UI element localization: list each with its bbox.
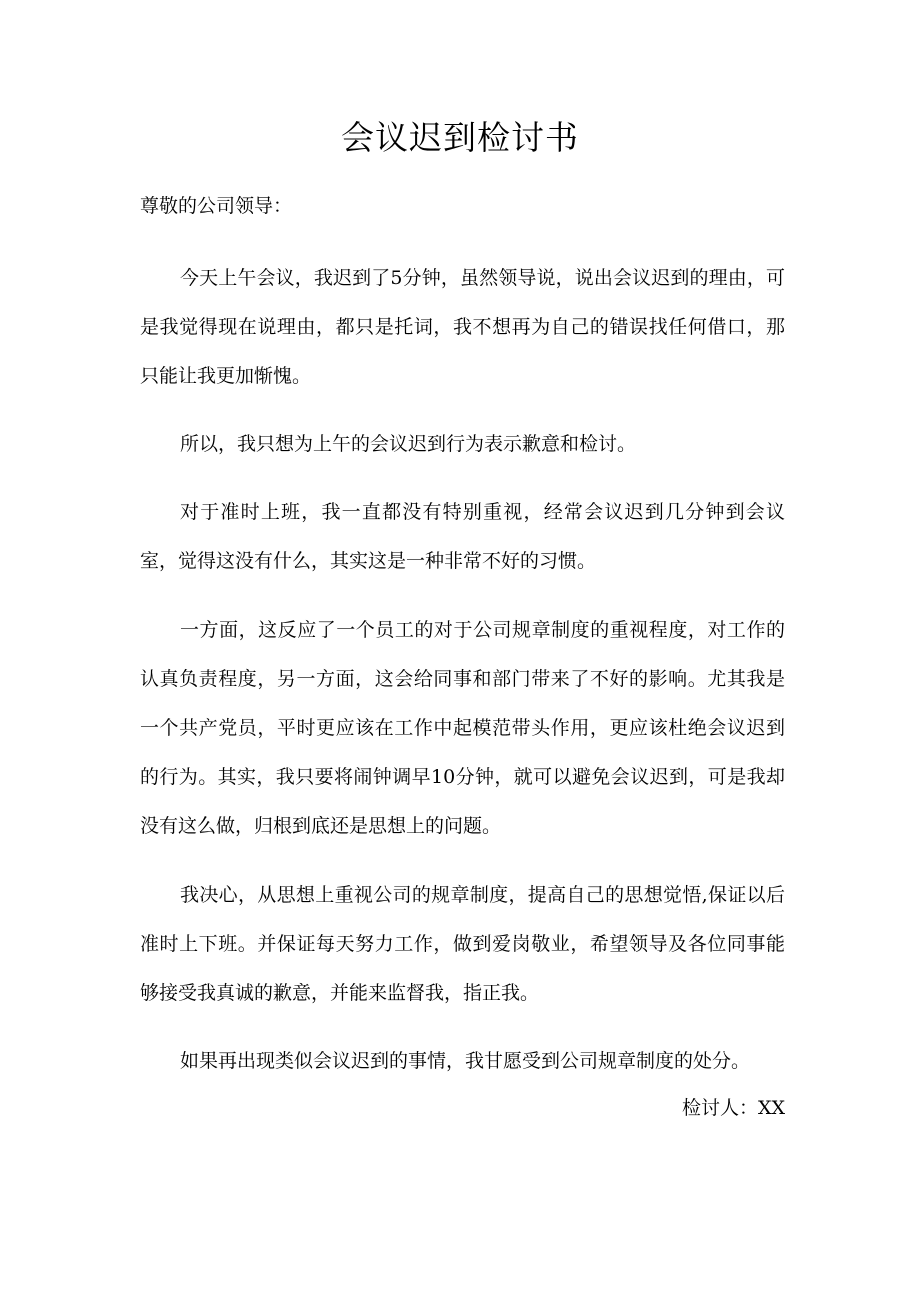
paragraph-1: 今天上午会议，我迟到了5分钟，虽然领导说，说出会议迟到的理由，可是我觉得现在说理由，都只是托词，我不想再为自己的错误找任何借口，那只能让我更加惭愧。 <box>140 267 785 387</box>
document-title: 会议迟到检讨书 <box>341 118 579 157</box>
paragraph-4: 一方面，这反应了一个员工的对于公司规章制度的重视程度，对工作的认真负责程度，另一方面，这会给同事和部门带来了不好的影响。尤其我是一个共产党员，平时更应该在工作中起模范带头作用，更应该杜绝会议迟到的行为。其实，我只要将闹钟调早10分钟，就可以避免会议迟到，可是我却没有这么做，归根到底还是思想上的问题。 <box>140 619 785 837</box>
paragraph-2: 所以，我只想为上午的会议迟到行为表示歉意和检讨。 <box>180 433 637 455</box>
salutation: 尊敬的公司领导： <box>140 195 293 217</box>
paragraph-6: 如果再出现类似会议迟到的事情，我甘愿受到公司规章制度的处分。 <box>180 1050 751 1072</box>
paragraph-5: 我决心，从思想上重视公司的规章制度，提高自己的思想觉悟,保证以后准时上下班。并保证每天努力工作，做到爱岗敬业，希望领导及各位同事能够接受我真诚的歉意，并能来监督我，指正我。 <box>140 884 785 1004</box>
signature: 检讨人：XX <box>681 1097 785 1119</box>
paragraph-3: 对于准时上班，我一直都没有特别重视，经常会议迟到几分钟到会议室，觉得这没有什么，其实这是一种非常不好的习惯。 <box>140 501 785 572</box>
